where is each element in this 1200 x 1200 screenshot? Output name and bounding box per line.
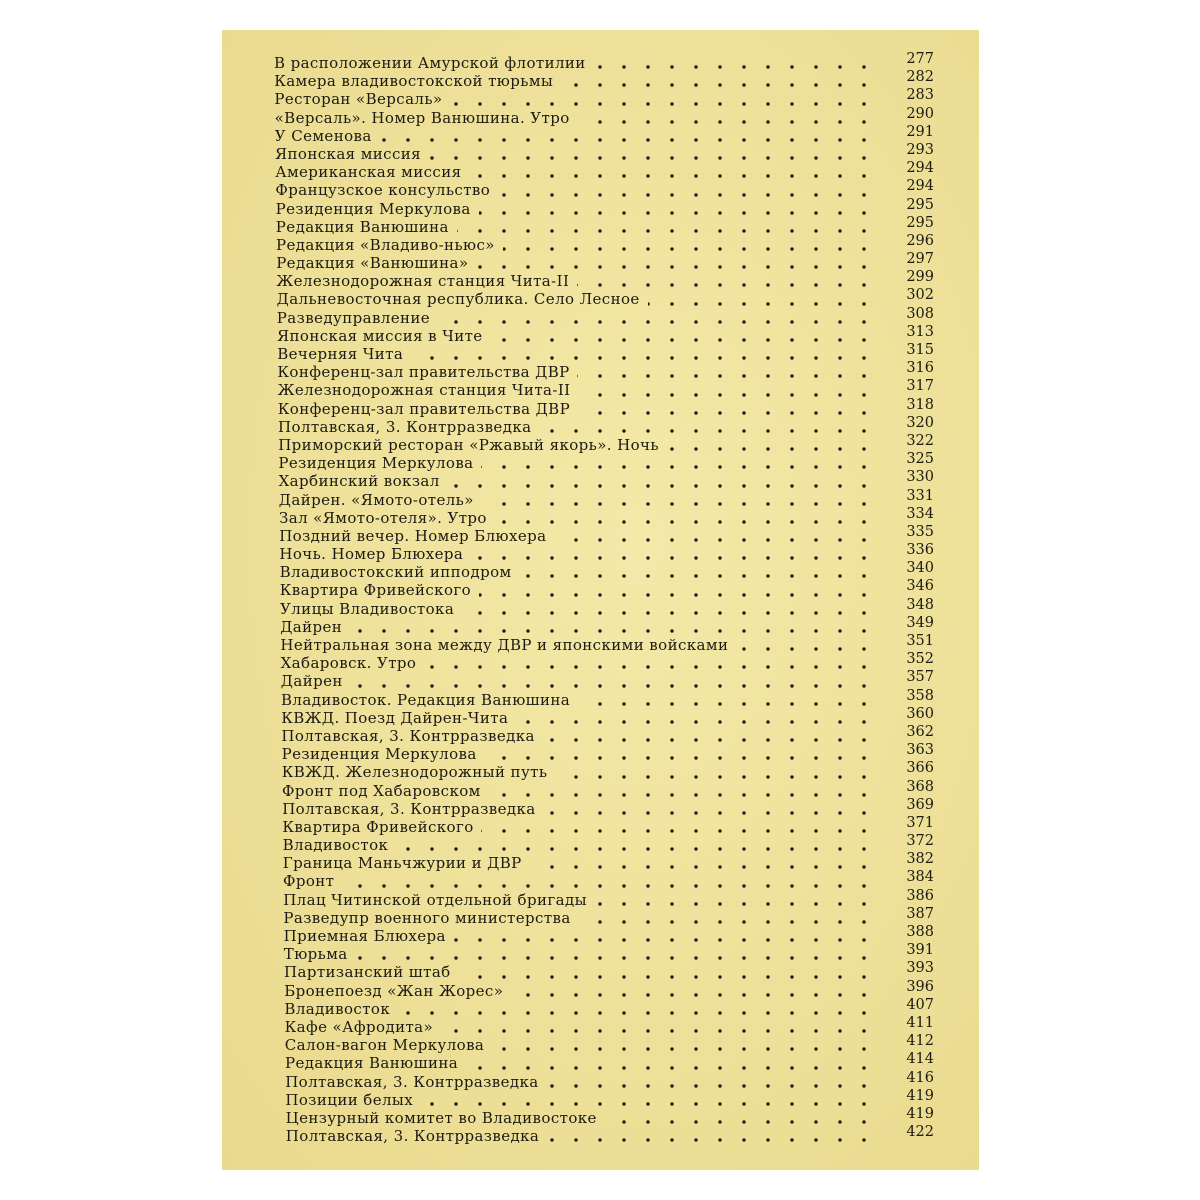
dot-leader [351,684,876,688]
toc-entry-page-number: 349 [906,614,934,631]
toc-entry [274,833,934,855]
toc-entry-page-number: 363 [906,742,934,759]
toc-entry [274,342,934,363]
toc-entry-page-number: 316 [906,360,934,377]
toc-entry-title: Железнодорожная станция Чита-II [277,381,571,400]
dot-leader [411,356,876,360]
toc-entry [274,596,934,618]
dot-leader [429,156,876,160]
toc-entry-title: Ресторан «Версаль» [274,90,443,109]
toc-entry [274,687,934,709]
toc-entry [274,432,934,454]
toc-entry-title: Дайрен [280,672,343,691]
toc-entry [274,178,934,200]
toc-entry-page-number: 384 [906,869,934,886]
toc-entry [274,796,934,818]
toc-entry-title: Резиденция Меркулова [275,199,471,218]
dot-leader [476,265,876,269]
toc-entry [274,723,934,745]
toc-entry [274,51,934,72]
dot-leader [380,138,876,142]
toc-entry-title: Полтавская, 3. Контрразведка [285,1127,540,1146]
toc-entry [274,378,934,400]
toc-entry-title: Харбинский вокзал [278,472,440,491]
toc-entry [274,978,934,1000]
toc-entry-page-number: 313 [906,323,934,340]
toc-entry-title: Цензурный комитет во Владивостоке [285,1108,597,1127]
toc-entry-page-number: 369 [906,796,934,813]
dot-leader [578,120,876,124]
toc-entry-page-number: 387 [906,905,934,922]
dot-leader [578,702,876,706]
toc-entry-page-number: 419 [906,1105,934,1122]
toc-entry [274,287,934,309]
toc-entry [274,1051,934,1073]
toc-entry [274,1087,934,1109]
toc-entry [274,851,934,873]
toc-entry-page-number: 388 [906,924,934,940]
toc-entry [274,1033,934,1055]
toc-entry-title: КВЖД. Железнодорожный путь [281,763,548,782]
toc-entry-title: Квартира Фривейского [279,581,472,600]
toc-entry-title: Японская миссия [275,144,422,163]
dot-leader [398,1011,876,1015]
toc-entry-title: Конференц-зал правительства ДВР [277,399,571,418]
toc-entry [274,869,934,891]
toc-entry [274,196,934,218]
toc-entry-page-number: 382 [906,851,934,868]
toc-entry-title: Резиденция Меркулова [281,745,477,764]
toc-entry-title: Редакция Ванюшина [275,217,449,236]
dot-leader [479,211,876,215]
toc-entry-page-number: 340 [906,560,934,577]
toc-entry-title: Улицы Владивостока [280,599,455,618]
toc-entry-title: Резиденция Меркулова [278,454,474,473]
toc-entry [274,705,934,727]
toc-entry [274,778,934,800]
dot-leader [579,393,876,397]
toc-entry-page-number: 362 [906,723,934,740]
toc-entry [274,1105,934,1127]
toc-entry-title: Владивосток. Редакция Ванюшина [281,690,571,709]
toc-entry [274,814,934,836]
dot-leader [421,1102,876,1106]
dot-leader [511,993,876,997]
toc-entry-page-number: 351 [906,633,934,649]
toc-entry-title: В расположении Амурской флотилии [274,54,586,72]
toc-entry-page-number: 422 [906,1124,934,1141]
dot-leader [595,902,876,906]
toc-entry-page-number: 411 [906,1014,934,1031]
toc-entry-page-number: 336 [906,542,934,559]
toc-entry-title: Позиции белых [285,1090,414,1109]
toc-entry [274,87,934,109]
dot-leader [648,302,876,306]
toc-entry-title: Фронт под Хабаровском [282,781,481,800]
toc-entry-title: Полтавская, 3. Контрразведка [278,417,532,436]
toc-entry [274,123,934,145]
dot-leader [482,502,876,506]
toc-entry [274,578,934,600]
toc-entry [274,141,934,163]
toc-entry-title: Владивостокский ипподром [279,563,512,582]
toc-entry-page-number: 335 [906,523,934,540]
dot-leader [498,193,876,197]
toc-entry [274,451,934,473]
dot-leader [578,920,876,924]
dot-leader [481,465,876,469]
toc-entry-page-number: 320 [906,414,934,431]
dot-leader [543,811,876,815]
toc-entry-title: Зал «Ямото-отеля». Утро [279,508,487,527]
toc-entry-page-number: 294 [906,178,934,195]
toc-entry [274,560,934,582]
toc-entry-title: Бронепоезд «Жан Жорес» [284,981,504,1000]
dot-leader [469,174,876,178]
toc-entry [274,669,934,691]
dot-leader [530,865,876,869]
dot-leader [577,283,876,287]
dot-leader [454,938,876,942]
toc-entry-title: Ночь. Номер Блюхера [279,545,464,564]
toc-entry-title: Французское консульство [275,181,491,200]
toc-entry [274,505,934,527]
toc-entry [274,69,934,91]
toc-entry-title: Граница Маньчжурии и ДВР [282,854,522,873]
toc-entry-title: Владивосток [284,999,391,1018]
toc-entry [274,1069,934,1091]
toc-entry-page-number: 419 [906,1087,934,1104]
toc-entry [274,214,934,236]
toc-entry-title: Дайрен [280,617,343,636]
dot-leader [466,1066,876,1070]
toc-entry-page-number: 352 [906,651,934,668]
dot-leader [556,775,876,779]
toc-entry-page-number: 414 [906,1051,934,1068]
toc-entry-title: Фронт [283,872,335,891]
dot-leader [485,756,876,760]
dot-leader [578,411,876,415]
toc-entry [274,887,934,909]
toc-entry-page-number: 346 [906,578,934,595]
dot-leader [457,229,876,233]
toc-entry [274,614,934,636]
toc-entry-page-number: 308 [906,305,934,322]
toc-entry [274,905,934,927]
toc-entry-page-number: 334 [906,505,934,522]
toc-entry-page-number: 293 [906,141,934,158]
toc-entry-page-number: 357 [906,669,934,686]
dot-leader [448,484,876,488]
toc-entry [274,251,934,273]
dot-leader [594,65,876,69]
toc-entry [274,414,934,436]
toc-entry-title: Поздний вечер. Номер Блюхера [279,526,547,545]
toc-entry-page-number: 366 [906,760,934,777]
toc-entry-title: Конференц-зал правительства ДВР [277,363,570,382]
toc-entry-page-number: 294 [906,160,934,177]
dot-leader [350,629,876,633]
toc-entry [274,651,934,673]
toc-entry-page-number: 412 [906,1033,934,1050]
toc-entry [274,360,934,382]
toc-entry-title: Партизанский штаб [284,963,451,982]
toc-entry [274,742,934,764]
book-page [222,30,979,1170]
toc-entry [274,542,934,564]
toc-entry-page-number: 317 [906,378,934,395]
toc-entry-page-number: 297 [906,251,934,268]
toc-entry-page-number: 360 [906,705,934,722]
dot-leader [397,847,876,851]
toc-entry-page-number: 372 [906,833,934,850]
toc-entry-page-number: 396 [906,978,934,995]
toc-entry [274,305,934,327]
toc-entry-title: У Семенова [274,126,372,145]
toc-entry-title: Кафе «Афродита» [284,1017,434,1036]
dot-leader [462,611,876,615]
toc-entry-page-number: 325 [906,451,934,468]
toc-entry-page-number: 295 [906,214,934,231]
dot-leader [736,647,876,651]
toc-entry-page-number: 407 [906,996,934,1013]
toc-entry-title: Дальневосточная республика. Село Лесное [276,290,640,309]
toc-entry-title: Нейтральная зона между ДВР и японскими войсками [280,636,729,654]
dot-leader [342,884,876,888]
toc-entry-title: Японская миссия в Чите [277,326,483,345]
toc-entry-title: Владивосток [282,836,389,855]
toc-entry-title: Приемная Блюхера [283,927,446,945]
toc-entry-title: Разведуправление [276,308,431,327]
toc-entry-page-number: 416 [906,1069,934,1086]
toc-entry-title: Камера владивостокской тюрьмы [274,72,554,91]
toc-entry [274,1124,934,1146]
dot-leader [495,520,876,524]
toc-entry [274,633,934,654]
dot-leader [438,320,876,324]
toc-entry-page-number: 282 [906,69,934,86]
dot-leader [520,574,876,578]
toc-entry-title: Дайрен. «Ямото-отель» [278,490,474,509]
dot-leader [492,1047,876,1051]
toc-entry-page-number: 358 [906,687,934,704]
toc-entry [274,323,934,345]
toc-entry-page-number: 291 [906,123,934,140]
dot-leader [489,793,876,797]
dot-leader [561,83,876,87]
toc-entry-page-number: 393 [906,960,934,977]
dot-leader [481,829,876,833]
toc-entry [274,487,934,509]
dot-leader [605,1120,876,1124]
toc-entry-page-number: 295 [906,196,934,213]
toc-entry-page-number: 277 [906,51,934,67]
toc-entry-title: Разведупр военного министерства [283,908,571,927]
toc-entry-title: Квартира Фривейского [282,817,474,836]
toc-entry [274,1014,934,1036]
dot-leader [459,975,876,979]
toc-entry [274,960,934,982]
toc-entry-page-number: 322 [906,432,934,449]
toc-entry-page-number: 391 [906,942,934,959]
toc-entry-title: КВЖД. Поезд Дайрен-Чита [281,708,509,727]
toc-entry-page-number: 368 [906,778,934,795]
toc-entry-title: Редакция «Ванюшина» [276,254,469,273]
toc-entry-title: Редакция «Владиво-ньюс» [276,235,495,254]
dot-leader [546,1084,876,1088]
toc-entry-title: Салон-вагон Меркулова [284,1036,485,1055]
toc-entry-title: Американская миссия [275,163,462,182]
table-of-contents [274,51,934,1146]
toc-entry [274,942,934,964]
toc-entry-title: «Версаль». Номер Ванюшина. Утро [274,108,570,127]
toc-entry-title: Полтавская, 3. Контрразведка [281,726,535,745]
dot-leader [450,102,876,106]
toc-entry-title: Приморский ресторан «Ржавый якорь». Ночь [278,435,659,454]
toc-entry-page-number: 386 [906,887,934,904]
toc-entry-page-number: 371 [906,814,934,831]
toc-entry-title: Вечерняя Чита [277,345,404,363]
toc-entry-page-number: 302 [906,287,934,304]
toc-entry [274,924,934,945]
dot-leader [425,665,876,669]
toc-entry-page-number: 283 [906,87,934,104]
toc-entry-title: Хабаровск. Утро [280,654,417,673]
toc-entry [274,523,934,545]
toc-entry-page-number: 318 [906,396,934,413]
dot-leader [479,593,876,597]
toc-entry [274,232,934,254]
toc-entry [274,996,934,1018]
dot-leader [554,538,876,542]
toc-entry-title: Железнодорожная станция Чита-II [276,272,570,291]
dot-leader [503,247,876,251]
dot-leader [547,1138,876,1142]
toc-entry-page-number: 330 [906,469,934,486]
toc-entry-page-number: 331 [906,487,934,504]
toc-entry [274,469,934,491]
toc-entry-title: Тюрьма [283,945,348,964]
dot-leader [442,1029,876,1033]
dot-leader [542,738,876,742]
toc-entry-page-number: 299 [906,269,934,286]
dot-leader [516,720,876,724]
dot-leader [471,556,876,560]
toc-entry [274,160,934,182]
toc-entry-page-number: 296 [906,232,934,249]
dot-leader [577,374,876,378]
toc-entry [274,269,934,291]
toc-entry-page-number: 348 [906,596,934,613]
dot-leader [491,338,876,342]
toc-entry [274,105,934,127]
toc-entry-title: Полтавская, 3. Контрразведка [282,799,536,818]
toc-entry-page-number: 315 [906,342,934,358]
dot-leader [356,956,876,960]
toc-entry [274,760,934,782]
toc-entry [274,396,934,418]
toc-entry-title: Плац Читинской отдельной бригады [283,890,587,909]
dot-leader [667,447,876,451]
toc-entry-title: Полтавская, 3. Контрразведка [285,1072,539,1091]
toc-entry-title: Редакция Ванюшина [285,1054,459,1073]
toc-entry-page-number: 290 [906,105,934,122]
dot-leader [539,429,876,433]
